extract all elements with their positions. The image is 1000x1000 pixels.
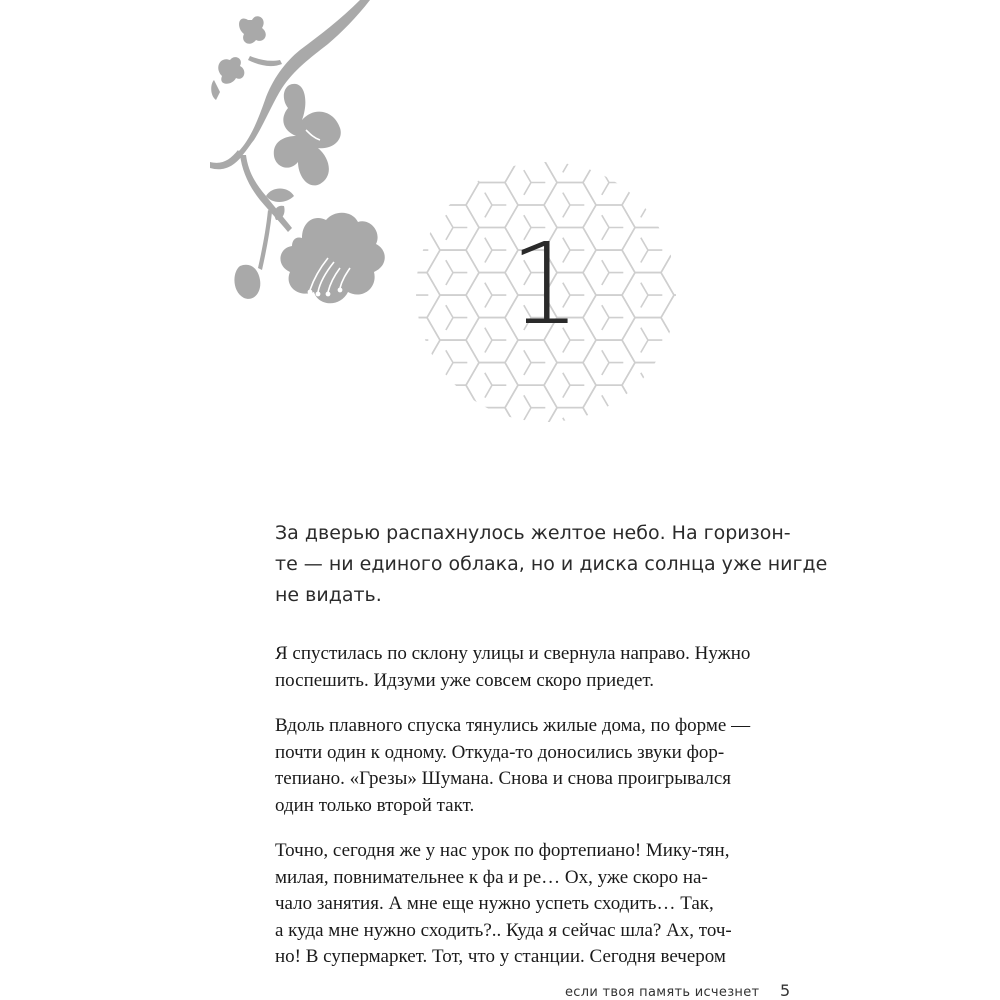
ornament-spoke <box>563 160 585 172</box>
ornament-hexagon <box>661 385 678 424</box>
ornament-spoke <box>414 283 428 308</box>
ornament-hexagon <box>622 160 674 183</box>
ornament-spoke <box>485 418 507 424</box>
text-line: почти один к одному. Откуда-то доносились звуки фор- <box>275 741 725 763</box>
ornament-spoke <box>641 193 663 218</box>
ornament-spoke <box>414 160 428 172</box>
ornament-hexagon <box>622 408 674 424</box>
ornament-hexagon <box>622 183 674 228</box>
ornament-spoke <box>641 238 663 263</box>
text-line: чало занятия. А мне еще нужно успеть сходить… Так, <box>275 893 714 914</box>
text-line: а куда мне нужно сходить?.. Куда я сейчас шла? Ах, точ- <box>275 919 732 941</box>
text-line: Вдоль плавного спуска тянулись жилые дома, по форме — <box>275 715 751 736</box>
blossom-branch-illustration <box>210 0 390 320</box>
text-line: милая, повнимательнее к фа и ре… Ох, уже скоро на- <box>275 866 708 888</box>
ornament-spoke <box>524 395 546 420</box>
ornament-spoke <box>641 283 663 308</box>
ornament-hexagon <box>505 385 557 424</box>
body-paragraph <box>275 838 795 971</box>
ornament-spoke <box>414 328 428 353</box>
ornament-spoke <box>602 170 624 195</box>
ornament-hexagon <box>427 385 479 424</box>
text-line: Я спустилась по склону улицы и свернула направо. Нужно <box>275 643 751 664</box>
chapter-lead-paragraph <box>275 518 828 611</box>
page-number: 5 <box>780 981 791 1000</box>
ornament-hexagon <box>622 363 674 408</box>
text-line: но! В супермаркет. Тот, что у станции. Сегодня вечером <box>275 946 726 967</box>
ornament-hexagon <box>466 408 518 424</box>
ornament-spoke <box>485 160 507 172</box>
ornament-spoke <box>602 395 624 420</box>
ornament-spoke <box>641 418 663 424</box>
ornament-spoke <box>414 193 428 218</box>
ornament-spoke <box>641 373 663 398</box>
ornament-hexagon <box>544 160 596 183</box>
ornament-spoke <box>414 373 428 398</box>
text-line: Точно, сегодня же у нас урок по фортепиано! Мику-тян, <box>275 840 730 861</box>
ornament-spoke <box>414 238 428 263</box>
ornament-spoke <box>446 350 468 375</box>
ornament-spoke <box>563 418 585 424</box>
ornament-spoke <box>641 160 663 172</box>
ornament-hexagon <box>661 160 678 205</box>
ornament-hexagon <box>427 160 479 205</box>
ornament-hexagon <box>414 183 440 228</box>
chapter-number: 1 <box>509 220 581 350</box>
ornament-spoke <box>446 170 468 195</box>
ornament-hexagon <box>661 340 678 385</box>
running-title: если твоя память исчезнет <box>565 985 760 1000</box>
ornament-spoke <box>485 373 507 398</box>
ornament-hexagon <box>583 385 635 424</box>
ornament-hexagon <box>661 295 678 340</box>
ornament-spoke <box>414 418 428 424</box>
lead-line: не видать. <box>275 584 382 606</box>
ornament-hexagon <box>414 160 440 183</box>
body-paragraph <box>275 641 795 694</box>
text-line: тепиано. «Грезы» Шумана. Снова и снова проигрывался <box>275 768 732 789</box>
ornament-hexagon <box>414 363 440 408</box>
body-paragraph <box>275 713 795 819</box>
lead-line: те — ни единого облака, но и диска солнца уже нигде <box>275 553 828 575</box>
ornament-spoke <box>446 215 468 240</box>
ornament-spoke <box>524 170 546 195</box>
ornament-spoke <box>446 305 468 330</box>
ornament-spoke <box>446 260 468 285</box>
ornament-hexagon <box>544 408 596 424</box>
ornament-spoke <box>446 395 468 420</box>
ornament-hexagon <box>414 408 440 424</box>
ornament-spoke <box>563 373 585 398</box>
text-line: один только второй такт. <box>275 794 475 816</box>
text-line: поспешить. Идзуми уже совсем скоро приедет. <box>275 669 655 691</box>
lead-line: За дверью распахнулось желтое небо. На горизон- <box>275 522 791 544</box>
ornament-hexagon <box>466 160 518 183</box>
ornament-hexagon <box>661 205 678 250</box>
ornament-spoke <box>641 328 663 353</box>
